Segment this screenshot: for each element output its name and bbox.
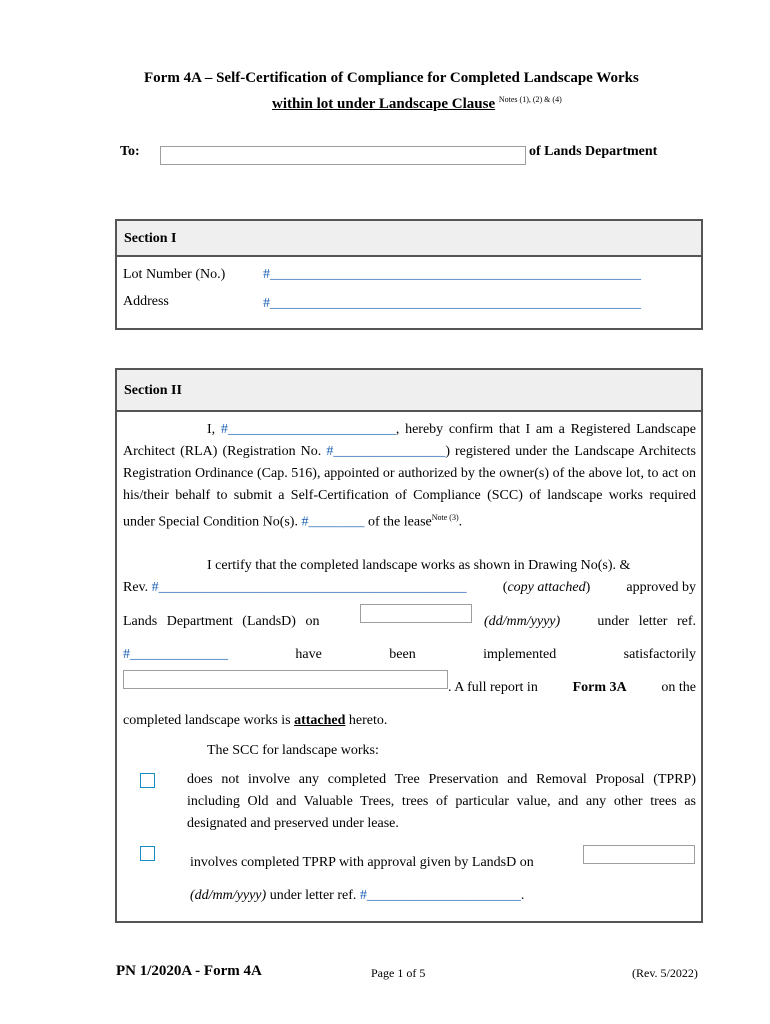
tprp-approval-date-input[interactable] <box>583 845 695 864</box>
registration-no-field[interactable]: #________________ <box>326 444 446 459</box>
p1-i: I, <box>207 422 216 437</box>
option-2-end: . <box>520 888 525 903</box>
implementation-detail-input[interactable] <box>123 670 448 689</box>
option-2-text: involves completed TPRP with approval given by LandsD on <box>190 855 534 870</box>
full-report-line <box>448 680 696 696</box>
p1-text-b: ) registered under the Landscape Architects Registration Ordinance (Cap. 516), appointed or authorized by the owner(s) of the above lot, to act on his/their behalf to submit a Self-Certification of Compliance (SCC) of landscape works required under Special Condition No(s). <box>123 444 696 530</box>
attached-text: attached <box>294 713 346 728</box>
rla-name-field[interactable]: #________________________ <box>220 422 396 437</box>
p1-text-a: , hereby confirm that I am a Registered Landscape Architect (RLA) (Registration No. <box>123 422 697 459</box>
report-text-b: on the <box>661 680 696 695</box>
report-text-a: . A full report in <box>448 680 538 695</box>
p1-end: . <box>458 514 463 530</box>
footer-revision: (Rev. 5/2022) <box>632 966 698 980</box>
footer-page-number: Page 1 of 5 <box>371 966 426 980</box>
lot-number-field[interactable]: #_____________________________________________________ <box>263 267 641 282</box>
letter-ref-field[interactable]: #______________ <box>123 647 228 662</box>
address-label: Address <box>123 294 169 309</box>
address-field[interactable]: #_____________________________________________________ <box>263 296 641 311</box>
option-2-checkbox[interactable] <box>140 846 155 861</box>
approved-by-text: approved by <box>626 580 696 595</box>
scc-intro: The SCC for landscape works: <box>207 743 379 758</box>
form-title: Form 4A – Self-Certification of Compliance for Completed Landscape Works <box>144 70 639 86</box>
certify-line: I certify that the completed landscape works as shown in Drawing No(s). & <box>207 558 631 573</box>
form-subtitle-text: within lot under Landscape Clause <box>272 96 496 112</box>
satisfactorily-text: satisfactorily <box>623 647 696 662</box>
date-letter-line <box>484 614 696 630</box>
implemented-line <box>123 647 696 663</box>
special-condition-field[interactable]: #________ <box>301 514 365 530</box>
under-letter-text: under letter ref. <box>597 614 696 629</box>
to-suffix: of Lands Department <box>529 144 658 159</box>
section-2-heading: Section II <box>117 370 701 412</box>
landsd-on-text: Lands Department (LandsD) on <box>123 614 320 629</box>
drawing-line: Rev. #____________________________________________ (copy attached) approved by <box>123 580 696 595</box>
option-2-letter-line <box>190 888 763 904</box>
p1-text-c: of the lease <box>367 514 432 530</box>
been-text: been <box>389 647 416 662</box>
implemented-text: implemented <box>483 647 557 662</box>
approval-date-input[interactable] <box>360 604 472 623</box>
date-format-1: (dd/mm/yyyy) <box>484 614 561 629</box>
section-1-heading: Section I <box>117 221 701 257</box>
drawing-no-field[interactable]: #____________________________________________ <box>151 580 467 595</box>
completed-text: completed landscape works is <box>123 713 291 728</box>
have-text: have <box>295 647 322 662</box>
hereto-text: hereto. <box>348 713 388 728</box>
copy-attached-text: copy attached <box>507 580 586 595</box>
confirmation-paragraph <box>123 419 696 534</box>
form-3a-text: Form 3A <box>572 680 627 695</box>
lot-number-label: Lot Number (No.) <box>123 267 226 282</box>
date-format-2: (dd/mm/yyyy) <box>190 888 267 903</box>
footer-form-id: PN 1/2020A - Form 4A <box>116 963 262 979</box>
option-2-letter-text: under letter ref. <box>269 888 357 903</box>
option-1-checkbox[interactable] <box>140 773 155 788</box>
tprp-letter-ref-field[interactable]: #______________________ <box>359 888 521 903</box>
form-subtitle <box>272 95 562 113</box>
to-label: To: <box>120 144 140 159</box>
form-subtitle-note: Notes (1), (2) & (4) <box>498 95 562 104</box>
to-recipient-input[interactable] <box>160 146 526 165</box>
p1-note: Note (3) <box>431 513 459 522</box>
attached-line <box>123 713 696 729</box>
p2-rev: Rev. <box>123 580 149 595</box>
option-1-text: does not involve any completed Tree Preservation and Removal Proposal (TPRP) including Old and Valuable Trees, trees of particular value, and any other trees as designated and preserved under lease. <box>187 772 696 831</box>
